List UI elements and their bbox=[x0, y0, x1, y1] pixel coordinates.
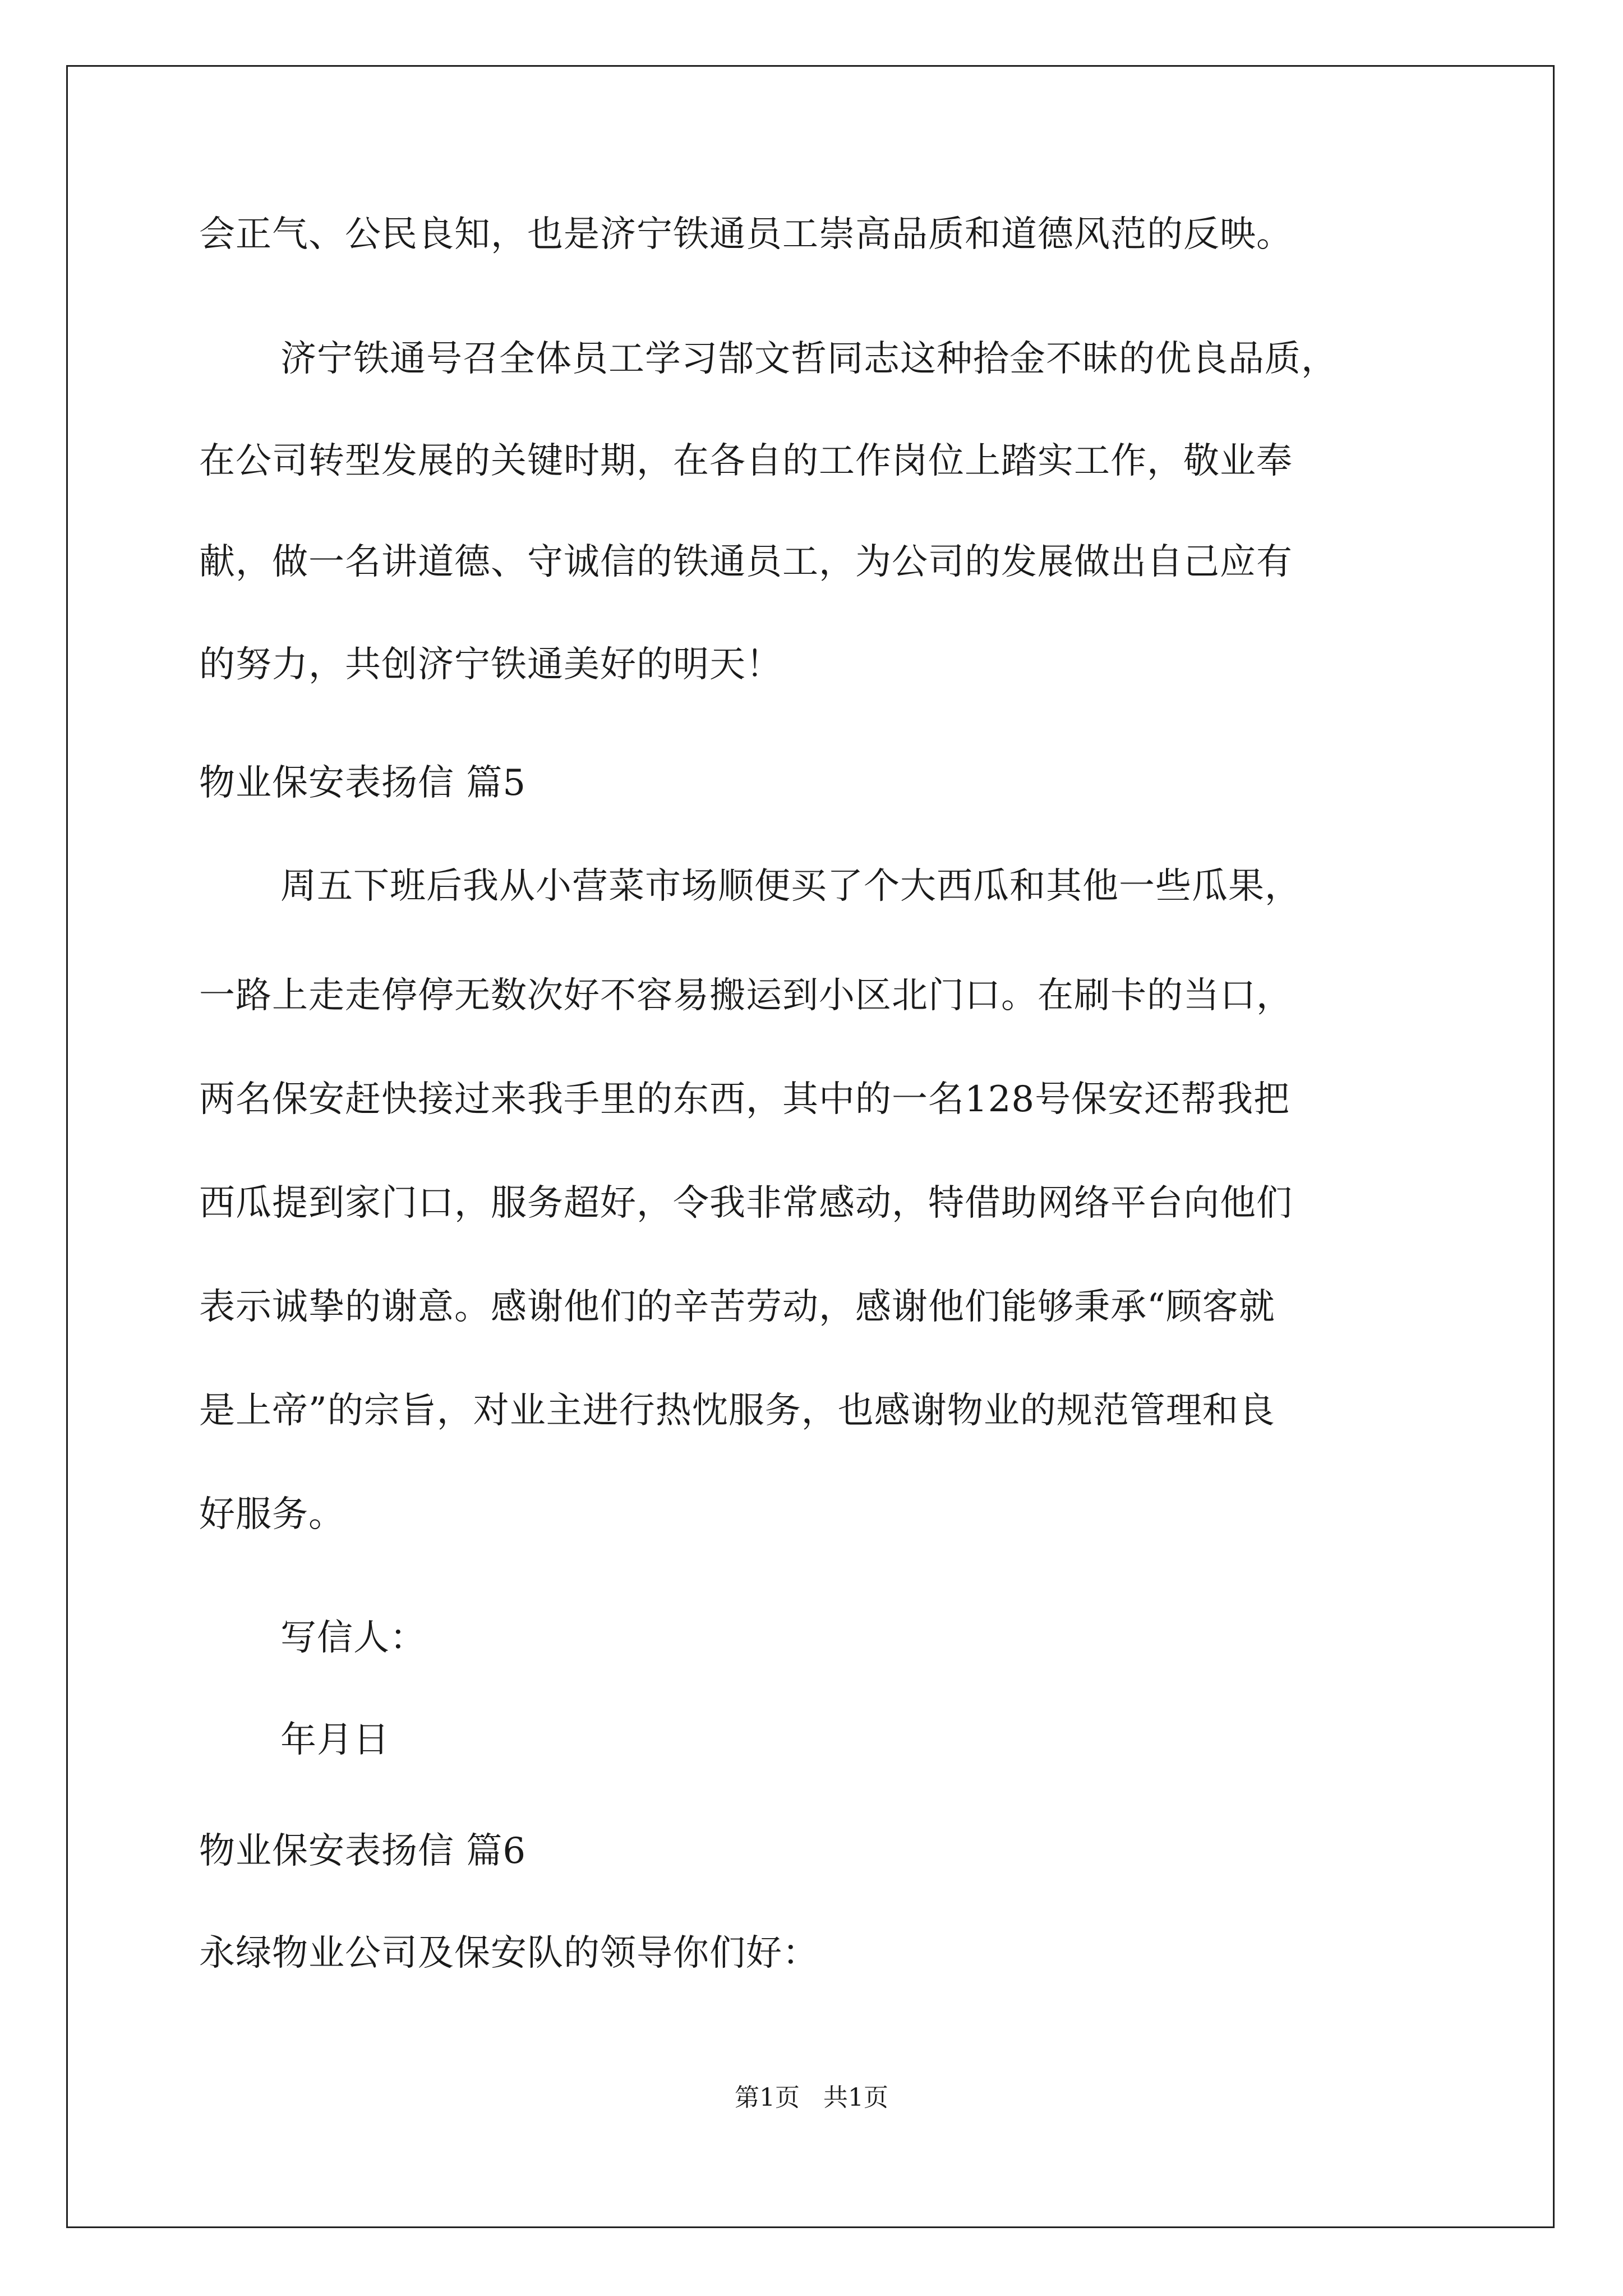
paragraph-line: 献，做一名讲道德、守诚信的铁通员工，为公司的发展做出自己应有 bbox=[199, 541, 1293, 583]
paragraph-line: 济宁铁通号召全体员工学习郜文哲同志这种拾金不昧的优良品质， bbox=[280, 338, 1338, 380]
section-heading: 物业保安表扬信 篇5 bbox=[199, 762, 527, 804]
paragraph-line: 西瓜提到家门口，服务超好，令我非常感动，特借助网络平台向他们 bbox=[199, 1182, 1293, 1224]
paragraph-line: 周五下班后我从小营菜市场顺便买了个大西瓜和其他一些瓜果， bbox=[280, 866, 1301, 907]
paragraph-line: 表示诚挚的谢意。感谢他们的辛苦劳动，感谢他们能够秉承“顾客就 bbox=[199, 1286, 1275, 1328]
page-footer: 第1页 共1页 bbox=[735, 2083, 888, 2112]
paragraph-line: 一路上走走停停无数次好不容易搬运到小区北门口。在刷卡的当口， bbox=[199, 975, 1293, 1016]
paragraph-line: 两名保安赶快接过来我手里的东西，其中的一名128号保安还帮我把 bbox=[199, 1079, 1290, 1120]
paragraph-line: 是上帝”的宗旨，对业主进行热忱服务，也感谢物业的规范管理和良 bbox=[199, 1390, 1275, 1432]
paragraph-line: 的努力，共创济宁铁通美好的明天！ bbox=[199, 644, 782, 685]
paragraph-line: 好服务。 bbox=[199, 1494, 345, 1535]
date-label: 年月日 bbox=[280, 1719, 390, 1761]
section-heading: 物业保安表扬信 篇6 bbox=[199, 1830, 527, 1872]
salutation-line: 永绿物业公司及保安队的领导你们好： bbox=[199, 1932, 819, 1974]
signature-label: 写信人： bbox=[280, 1617, 426, 1659]
paragraph-line: 在公司转型发展的关键时期，在各自的工作岗位上踏实工作，敬业奉 bbox=[199, 440, 1293, 482]
paragraph-line: 会正气、公民良知，也是济宁铁通员工崇高品质和道德风范的反映。 bbox=[199, 214, 1293, 255]
page-border bbox=[66, 65, 1555, 2228]
